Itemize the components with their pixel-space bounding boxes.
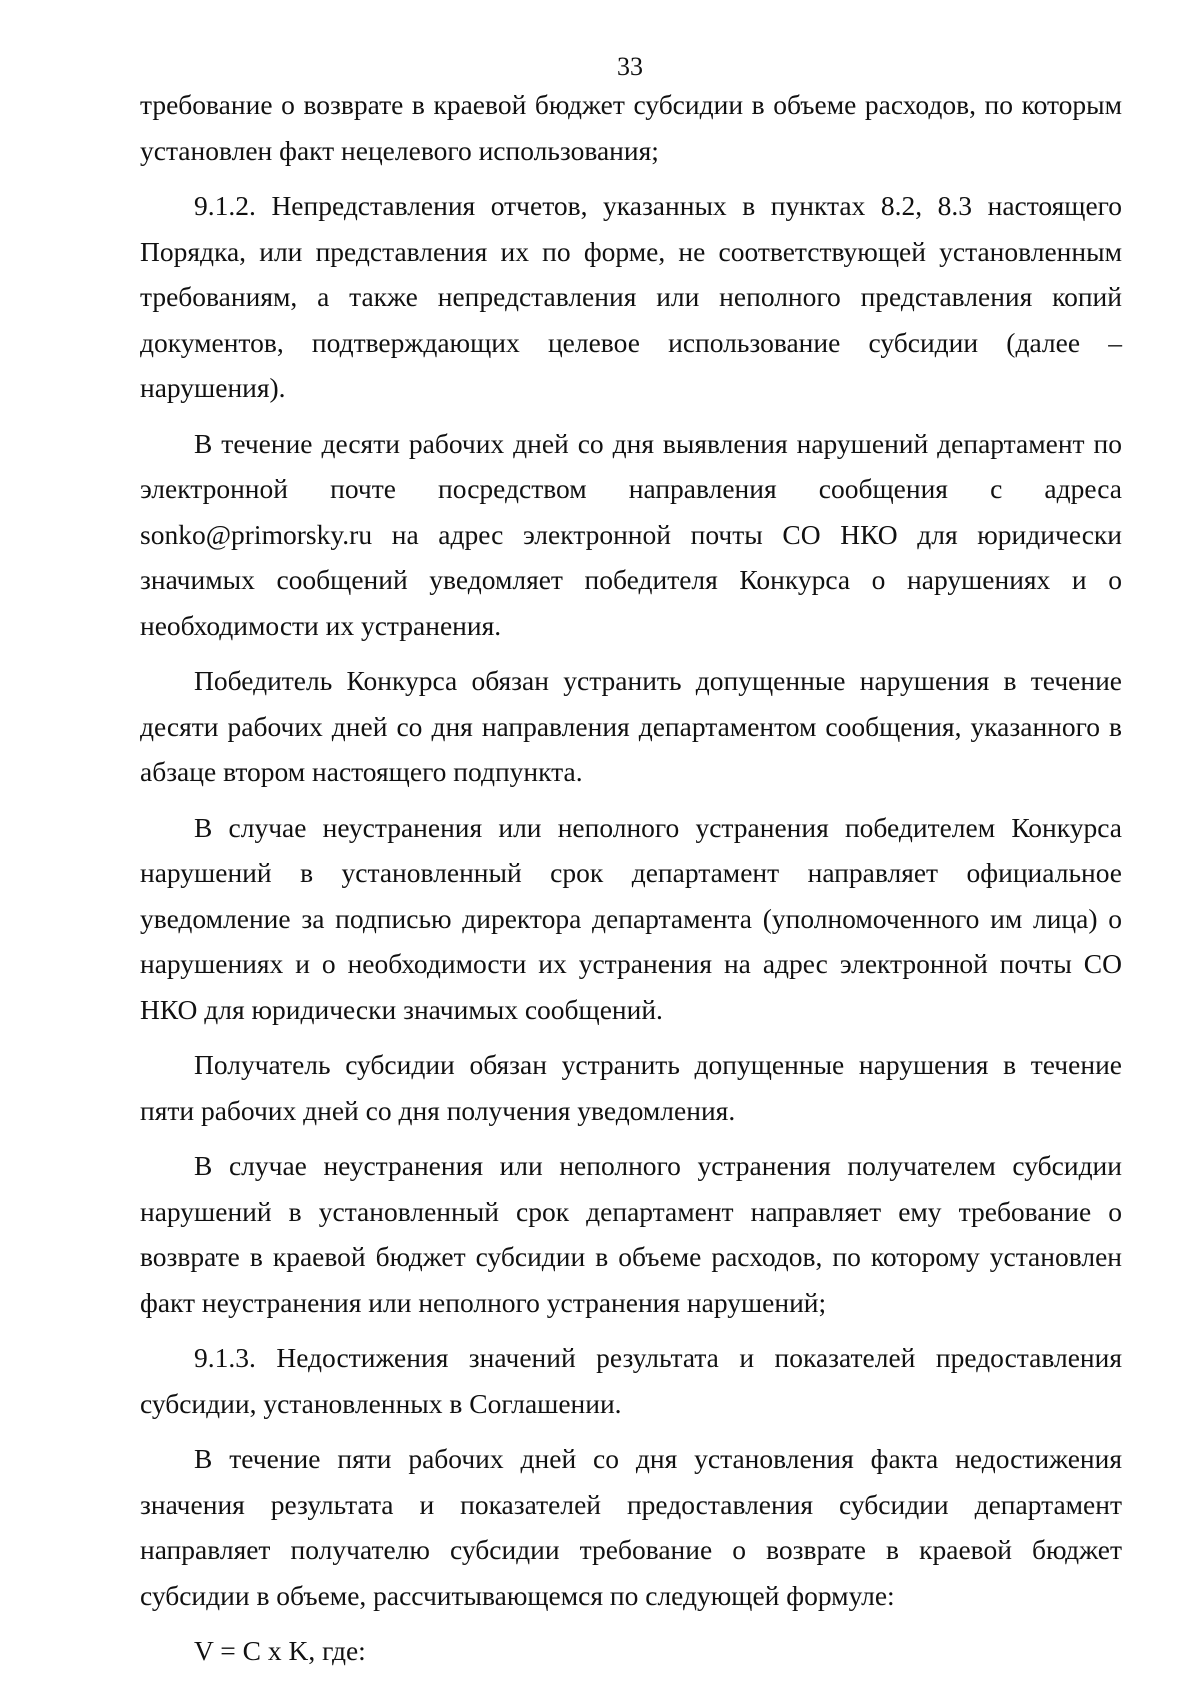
paragraph-8: 9.1.3. Недостижения значений результата и показателей предоставления субсидии, установленных в Соглашении.	[140, 1342, 1122, 1419]
paragraph-7: В случае неустранения или неполного устранения получателем субсидии нарушений в установленный срок департамент направляет ему требование о возврате в краевой бюджет субсидии в объеме расходов, по которому установлен факт неустранения или неполного устранения нарушений;	[140, 1150, 1122, 1318]
page-number: 33	[617, 52, 643, 81]
document-body	[140, 82, 1122, 1674]
paragraph-4: Победитель Конкурса обязан устранить допущенные нарушения в течение десяти рабочих дней со дня направления департаментом сообщения, указанного в абзаце втором настоящего подпункта.	[140, 665, 1122, 787]
paragraph-3: В течение десяти рабочих дней со дня выявления нарушений департамент по электронной почте посредством направления сообщения с адреса sonko@primorsky.ru на адрес электронной почты СО НКО для юридически значимых сообщений уведомляет победителя Конкурса о нарушениях и о необходимости их устранения.	[140, 427, 1122, 641]
paragraph-2: 9.1.2. Непредставления отчетов, указанных в пунктах 8.2, 8.3 настоящего Порядка, или представления их по форме, не соответствующей установленным требованиям, а также непредставления или неполного представления копий документов, подтверждающих целевое использование субсидии (далее – нарушения).	[140, 190, 1122, 403]
paragraph-9: В течение пяти рабочих дней со дня установления факта недостижения значения результата и показателей предоставления субсидии департамент направляет получателю субсидии требование о возврате в краевой бюджет субсидии в объеме, рассчитывающемся по следующей формуле:	[140, 1443, 1122, 1611]
paragraph-6: Получатель субсидии обязан устранить допущенные нарушения в течение пяти рабочих дней со дня получения уведомления.	[140, 1049, 1122, 1126]
paragraph-1: требование о возврате в краевой бюджет субсидии в объеме расходов, по которым установлен факт нецелевого использования;	[140, 89, 1122, 166]
paragraph-5: В случае неустранения или неполного устранения победителем Конкурса нарушений в установленный срок департамент направляет официальное уведомление за подписью директора департамента (уполномоченного им лица) о нарушениях и о необходимости их устранения на адрес электронной почты СО НКО для юридически значимых сообщений.	[140, 811, 1122, 1025]
formula-line: V = C x K, где:	[194, 1635, 366, 1666]
